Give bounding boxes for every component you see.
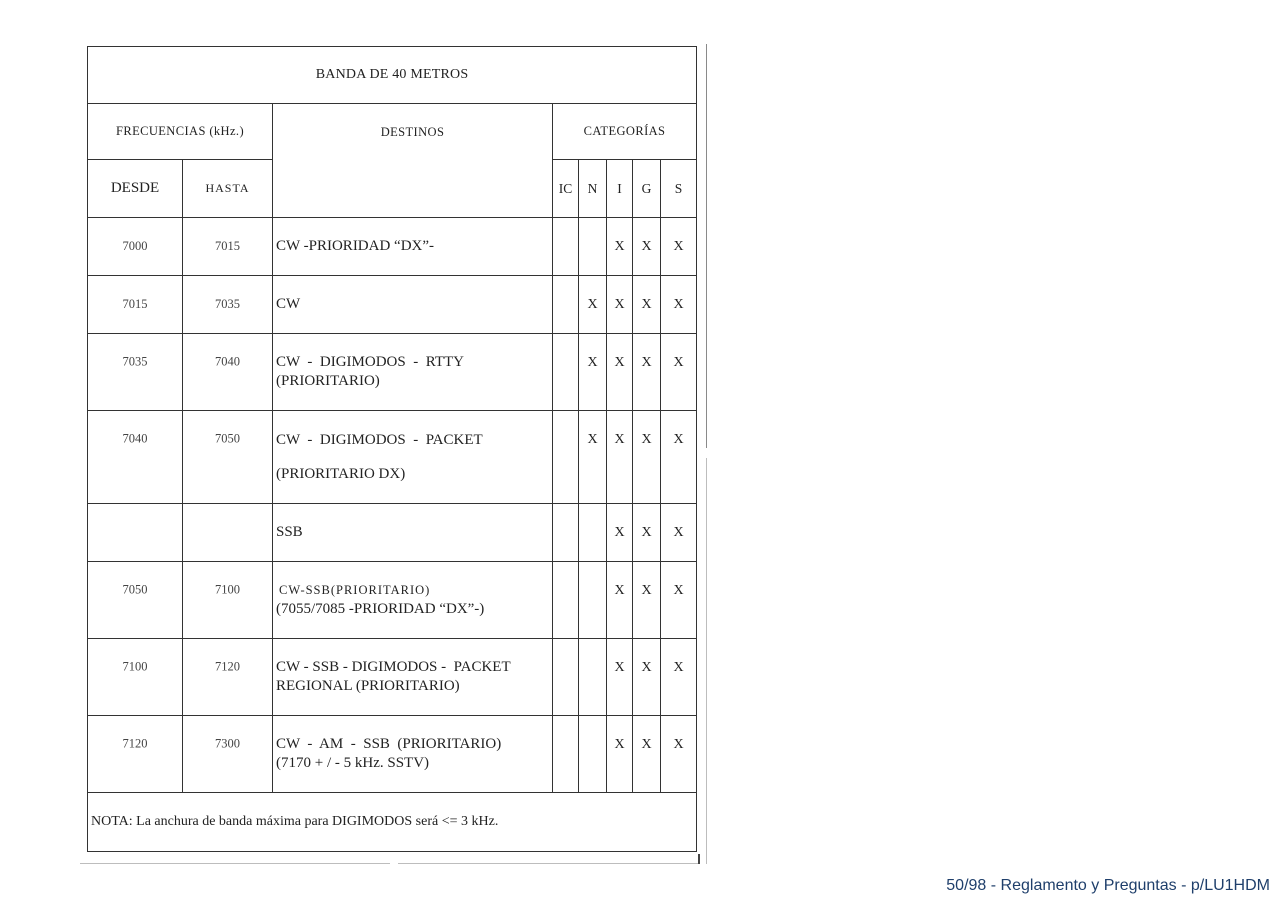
freq-desde: 7050: [88, 560, 183, 641]
mark-s: X: [661, 411, 697, 504]
subheader-desde: DESDE: [88, 160, 183, 218]
mark-s: X: [661, 276, 697, 334]
destino-line: (PRIORITARIO): [276, 373, 380, 389]
freq-hasta: 7040: [183, 332, 273, 413]
destino-line: CW - DIGIMODOS - PACKET: [276, 431, 483, 448]
mark-g: X: [633, 411, 661, 504]
mark-i: X: [607, 276, 633, 334]
mark-ic: [553, 639, 579, 716]
mark-ic: [553, 411, 579, 504]
category-n: N: [579, 160, 607, 218]
destino-line: CW: [276, 296, 301, 312]
table-row: [88, 276, 697, 334]
table-title-row: [88, 47, 697, 104]
destino-line: CW - SSB - DIGIMODOS - PACKET: [276, 659, 511, 675]
freq-hasta: 7120: [183, 637, 273, 718]
table-row: [88, 504, 697, 562]
mark-ic: [553, 276, 579, 334]
destino-line: CW -PRIORIDAD “DX”-: [276, 238, 435, 254]
destino-line: REGIONAL (PRIORITARIO): [276, 678, 460, 694]
mark-n: [579, 504, 607, 562]
mark-i: X: [607, 562, 633, 639]
mark-s: X: [661, 639, 697, 716]
mark-n: X: [579, 411, 607, 504]
mark-g: X: [633, 334, 661, 411]
freq-hasta: 7035: [183, 274, 273, 335]
mark-n: X: [579, 276, 607, 334]
page-bottom-rule: [398, 863, 698, 864]
freq-desde: 7040: [88, 408, 183, 506]
header-categorias: CATEGORÍAS: [553, 104, 697, 160]
destino-line: CW - AM - SSB (PRIORITARIO): [276, 736, 502, 752]
page-frame-line: [706, 44, 707, 448]
freq-desde: [88, 502, 183, 563]
mark-i: X: [607, 411, 633, 504]
mark-n: X: [579, 334, 607, 411]
mark-ic: [553, 334, 579, 411]
destino-cell: [273, 562, 553, 639]
mark-ic: [553, 562, 579, 639]
destino-cell: [273, 218, 553, 276]
table-note: NOTA: La anchura de banda máxima para DIGIMODOS será <= 3 kHz.: [88, 793, 697, 852]
table-title: BANDA DE 40 METROS: [88, 47, 697, 104]
category-i: I: [607, 160, 633, 218]
destino-cell: [273, 639, 553, 716]
mark-ic: [553, 504, 579, 562]
freq-desde: 7100: [88, 637, 183, 718]
freq-desde: 7000: [88, 216, 183, 277]
page-bottom-tick: [698, 854, 700, 864]
category-ic: IC: [553, 160, 579, 218]
table-row: [88, 716, 697, 793]
mark-s: X: [661, 716, 697, 793]
table-row: [88, 218, 697, 276]
destino-cell: [273, 334, 553, 411]
band-allocation-table: [87, 46, 697, 852]
subheader-hasta: HASTA: [183, 160, 273, 218]
mark-i: X: [607, 218, 633, 276]
table-note-row: [88, 793, 697, 852]
destino-cell: [273, 276, 553, 334]
mark-n: [579, 562, 607, 639]
mark-n: [579, 639, 607, 716]
category-g: G: [633, 160, 661, 218]
table-row: [88, 562, 697, 639]
destino-line: SSB: [276, 524, 303, 540]
destino-line: CW - DIGIMODOS - RTTY: [276, 354, 464, 370]
mark-ic: [553, 716, 579, 793]
mark-i: X: [607, 334, 633, 411]
mark-g: X: [633, 639, 661, 716]
freq-desde: 7035: [88, 332, 183, 413]
mark-s: X: [661, 218, 697, 276]
freq-hasta: 7050: [183, 408, 273, 506]
destino-line: (7170 + / - 5 kHz. SSTV): [276, 755, 430, 771]
freq-desde: 7015: [88, 274, 183, 335]
mark-g: X: [633, 218, 661, 276]
mark-g: X: [633, 716, 661, 793]
mark-ic: [553, 218, 579, 276]
page-footer: 50/98 - Reglamento y Preguntas - p/LU1HDM: [946, 877, 1270, 894]
table-row: [88, 411, 697, 504]
freq-hasta: 7015: [183, 216, 273, 277]
table-row: [88, 639, 697, 716]
table-header-row: [88, 104, 697, 160]
mark-g: X: [633, 562, 661, 639]
destino-cell: [273, 504, 553, 562]
mark-g: X: [633, 504, 661, 562]
destino-cell: [273, 411, 553, 504]
mark-i: X: [607, 716, 633, 793]
category-s: S: [661, 160, 697, 218]
header-destinos: [273, 104, 553, 218]
mark-i: X: [607, 504, 633, 562]
mark-n: [579, 716, 607, 793]
mark-s: X: [661, 562, 697, 639]
page-bottom-rule: [80, 863, 390, 864]
destino-cell: [273, 716, 553, 793]
freq-hasta: 7100: [183, 560, 273, 641]
destino-line: (7055/7085 -PRIORIDAD “DX”-): [276, 601, 485, 617]
header-destinos-label: DESTINOS: [380, 125, 445, 139]
freq-desde: 7120: [88, 714, 183, 795]
mark-s: X: [661, 334, 697, 411]
header-frecuencias: FRECUENCIAS (kHz.): [88, 104, 273, 160]
mark-i: X: [607, 639, 633, 716]
destino-line: CW-SSB(PRIORITARIO): [279, 583, 431, 597]
destino-line: (PRIORITARIO DX): [276, 465, 406, 482]
table-row: [88, 334, 697, 411]
page-frame-line: [706, 458, 707, 864]
freq-hasta: 7300: [183, 714, 273, 795]
freq-hasta: [183, 502, 273, 563]
mark-s: X: [661, 504, 697, 562]
mark-n: [579, 218, 607, 276]
mark-g: X: [633, 276, 661, 334]
